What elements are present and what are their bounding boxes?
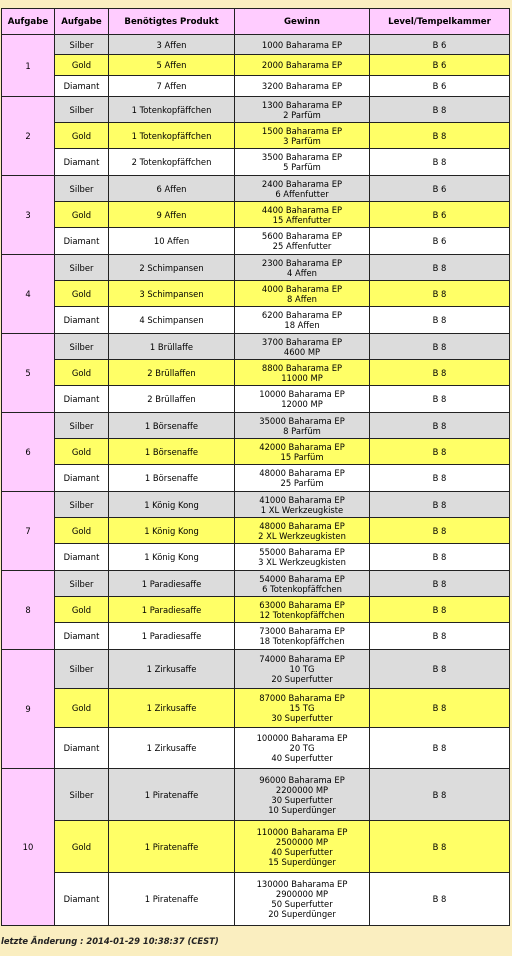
reward-cell [235,492,369,517]
required-product: 1 Piratenaffe [109,873,234,925]
tier-name: Gold [55,202,108,227]
reward-line: 54000 Baharama EP [259,573,345,584]
required-product: 9 Affen [109,202,234,227]
reward-line: 30 Superfutter [271,794,333,805]
quest-tier-row [2,821,509,872]
level-chamber: B 8 [370,650,509,688]
level-chamber: B 6 [370,76,509,96]
reward-line: 3700 Baharama EP [261,336,343,347]
reward-line: 18 Totenkopfäffchen [259,636,345,646]
reward-cell [235,769,369,820]
reward-line: 96000 Baharama EP [259,774,345,785]
reward-line: 40 Superfutter [271,846,333,857]
reward-line: 15 Superdünger [268,856,336,867]
level-chamber: B 8 [370,821,509,872]
header-aufgabe-tier: Aufgabe [55,9,108,34]
tier-name: Silber [55,334,108,359]
level-chamber: B 8 [370,255,509,280]
quest-tier-row [2,334,509,359]
tier-name: Silber [55,35,108,54]
quest-number: 5 [2,334,54,412]
required-product: 1 Totenkopfäffchen [109,97,234,122]
quest-tier-row [2,35,509,54]
level-chamber: B 6 [370,228,509,254]
reward-line: 4600 MP [283,346,321,357]
reward-line: 2900000 MP [275,889,329,899]
required-product: 1 Börsenaffe [109,465,234,491]
tier-name: Diamant [55,623,108,649]
level-chamber: B 8 [370,465,509,491]
required-product: 2 Brüllaffen [109,386,234,412]
tier-name: Gold [55,689,108,727]
level-chamber: B 8 [370,544,509,570]
quest-tier-row [2,439,509,464]
reward-line: 20 Superdünger [268,909,336,919]
quest-tier-row [2,76,509,96]
quest-tier-row [2,228,509,254]
quest-number: 7 [2,492,54,570]
quest-tier-row [2,202,509,227]
level-chamber: B 8 [370,123,509,148]
reward-line: 4 Affen [287,267,317,278]
reward-line: 3 XL Werkzeugkisten [258,557,346,567]
reward-line: 11000 MP [281,372,323,383]
level-chamber: B 8 [370,623,509,649]
required-product: 1 Piratenaffe [109,769,234,820]
quest-number: 8 [2,571,54,649]
quest-tier-row [2,689,509,727]
tier-name: Gold [55,281,108,306]
tier-name: Gold [55,123,108,148]
reward-line: 2500000 MP [275,836,329,847]
quest-number: 6 [2,413,54,491]
tier-name: Silber [55,492,108,517]
reward-line: 25 Affenfutter [272,241,332,251]
reward-line: 10000 Baharama EP [259,389,345,399]
reward-cell [235,35,369,54]
tier-name: Diamant [55,728,108,768]
quest-tier-row [2,176,509,201]
reward-cell [235,821,369,872]
quest-tier-row [2,465,509,491]
required-product: 7 Affen [109,76,234,96]
quest-tier-row [2,492,509,517]
reward-cell [235,873,369,925]
reward-line: 35000 Baharama EP [259,415,345,426]
reward-line: 5600 Baharama EP [261,231,343,241]
required-product: 1 Piratenaffe [109,821,234,872]
level-chamber: B 8 [370,413,509,438]
tier-name: Gold [55,821,108,872]
required-product: 1 Börsenaffe [109,413,234,438]
required-product: 1 König Kong [109,518,234,543]
quest-tier-row [2,769,509,820]
reward-line: 20 TG [289,743,315,753]
reward-line: 20 Superfutter [271,674,333,684]
reward-cell [235,728,369,768]
quest-tier-row [2,728,509,768]
reward-line: 74000 Baharama EP [259,654,345,664]
reward-line: 2 Parfüm [283,109,321,120]
reward-line: 12 Totenkopfäffchen [259,609,345,620]
tier-name: Diamant [55,873,108,925]
quest-tier-row [2,873,509,925]
reward-line: 2400 Baharama EP [261,178,343,189]
required-product: 6 Affen [109,176,234,201]
reward-line: 5 Parfüm [283,162,321,172]
quest-tier-row [2,571,509,596]
reward-cell [235,518,369,543]
level-chamber: B 8 [370,769,509,820]
tier-name: Diamant [55,465,108,491]
tier-name: Diamant [55,228,108,254]
reward-line: 1 XL Werkzeugkiste [260,504,344,515]
reward-line: 87000 Baharama EP [259,693,345,703]
reward-line: 30 Superfutter [271,713,333,723]
tier-name: Diamant [55,386,108,412]
reward-line: 1000 Baharama EP [261,39,343,50]
header-reward: Gewinn [235,9,369,34]
reward-line: 3 Parfüm [283,135,321,146]
quest-number: 9 [2,650,54,768]
reward-line: 10 TG [289,664,315,674]
tier-name: Gold [55,360,108,385]
reward-line: 2000 Baharama EP [261,60,343,70]
required-product: 4 Schimpansen [109,307,234,333]
header-row [2,9,509,34]
quest-number: 10 [2,769,54,925]
quest-table [1,8,510,926]
reward-line: 55000 Baharama EP [259,547,345,557]
reward-line: 2200000 MP [275,784,329,795]
reward-cell [235,176,369,201]
required-product: 1 Brüllaffe [109,334,234,359]
reward-line: 40 Superfutter [271,753,333,763]
reward-line: 8800 Baharama EP [261,362,343,373]
header-aufgabe-number: Aufgabe [2,9,54,34]
reward-cell [235,334,369,359]
reward-line: 2300 Baharama EP [261,257,343,268]
quest-number: 3 [2,176,54,254]
tier-name: Silber [55,650,108,688]
reward-line: 73000 Baharama EP [259,626,345,636]
tier-name: Gold [55,597,108,622]
tier-name: Gold [55,518,108,543]
quest-tier-row [2,597,509,622]
required-product: 1 Totenkopfäffchen [109,123,234,148]
level-chamber: B 8 [370,873,509,925]
required-product: 1 König Kong [109,544,234,570]
level-chamber: B 8 [370,492,509,517]
required-product: 3 Affen [109,35,234,54]
last-modified-note: letzte Änderung : 2014-01-29 10:38:37 (CEST) [1,936,219,946]
level-chamber: B 8 [370,281,509,306]
reward-line: 1300 Baharama EP [261,99,343,110]
level-chamber: B 6 [370,55,509,75]
tier-name: Gold [55,439,108,464]
quest-table-body [2,35,509,925]
reward-line: 8 Parfüm [283,425,321,436]
quest-tier-row [2,518,509,543]
required-product: 1 Zirkusaffe [109,689,234,727]
tier-name: Silber [55,176,108,201]
required-product: 2 Brüllaffen [109,360,234,385]
level-chamber: B 6 [370,35,509,54]
tier-name: Diamant [55,307,108,333]
reward-cell [235,413,369,438]
quest-tier-row [2,544,509,570]
quest-tier-row [2,55,509,75]
reward-line: 1500 Baharama EP [261,125,343,136]
reward-cell [235,689,369,727]
level-chamber: B 8 [370,97,509,122]
tier-name: Diamant [55,544,108,570]
reward-line: 3500 Baharama EP [261,152,343,162]
reward-cell [235,544,369,570]
header-level: Level/Tempelkammer [370,9,509,34]
level-chamber: B 8 [370,728,509,768]
quest-tier-row [2,386,509,412]
tier-name: Silber [55,255,108,280]
required-product: 1 König Kong [109,492,234,517]
level-chamber: B 8 [370,386,509,412]
tier-name: Silber [55,571,108,596]
tier-name: Gold [55,55,108,75]
reward-cell [235,360,369,385]
reward-cell [235,123,369,148]
reward-line: 48000 Baharama EP [259,520,345,531]
reward-line: 6 Totenkopfäffchen [262,583,342,594]
tier-name: Diamant [55,149,108,175]
reward-cell [235,281,369,306]
reward-cell [235,202,369,227]
reward-cell [235,386,369,412]
reward-cell [235,439,369,464]
quest-tier-row [2,97,509,122]
reward-line: 6200 Baharama EP [261,310,343,320]
quest-tier-row [2,149,509,175]
reward-cell [235,571,369,596]
quest-tier-row [2,255,509,280]
quest-tier-row [2,360,509,385]
reward-line: 4000 Baharama EP [261,283,343,294]
required-product: 2 Totenkopfäffchen [109,149,234,175]
required-product: 5 Affen [109,55,234,75]
tier-name: Silber [55,97,108,122]
level-chamber: B 8 [370,334,509,359]
level-chamber: B 8 [370,360,509,385]
required-product: 10 Affen [109,228,234,254]
reward-cell [235,597,369,622]
reward-line: 15 Affenfutter [272,214,332,225]
required-product: 1 Paradiesaffe [109,623,234,649]
reward-line: 110000 Baharama EP [256,826,348,837]
reward-cell [235,255,369,280]
reward-line: 15 Parfüm [280,451,324,462]
reward-cell [235,650,369,688]
required-product: 1 Zirkusaffe [109,650,234,688]
reward-line: 41000 Baharama EP [259,494,345,505]
level-chamber: B 6 [370,202,509,227]
reward-line: 3200 Baharama EP [261,81,343,91]
quest-tier-row [2,413,509,438]
reward-cell [235,307,369,333]
required-product: 1 Börsenaffe [109,439,234,464]
level-chamber: B 8 [370,597,509,622]
reward-cell [235,465,369,491]
tier-name: Diamant [55,76,108,96]
level-chamber: B 8 [370,149,509,175]
reward-line: 6 Affenfutter [275,188,329,199]
reward-line: 12000 MP [281,399,323,409]
reward-line: 48000 Baharama EP [259,468,345,478]
quest-number: 4 [2,255,54,333]
reward-cell [235,228,369,254]
reward-line: 63000 Baharama EP [259,599,345,610]
required-product: 3 Schimpansen [109,281,234,306]
quest-tier-row [2,281,509,306]
reward-line: 8 Affen [287,293,317,304]
reward-line: 4400 Baharama EP [261,204,343,215]
level-chamber: B 8 [370,439,509,464]
reward-line: 130000 Baharama EP [256,879,348,889]
required-product: 1 Paradiesaffe [109,597,234,622]
level-chamber: B 8 [370,689,509,727]
level-chamber: B 8 [370,307,509,333]
required-product: 1 Zirkusaffe [109,728,234,768]
required-product: 2 Schimpansen [109,255,234,280]
quest-tier-row [2,623,509,649]
reward-line: 42000 Baharama EP [259,441,345,452]
quest-number: 2 [2,97,54,175]
reward-line: 10 Superdünger [268,804,336,815]
reward-line: 2 XL Werkzeugkisten [258,530,346,541]
reward-line: 25 Parfüm [280,478,324,488]
reward-cell [235,55,369,75]
reward-cell [235,76,369,96]
quest-number: 1 [2,35,54,96]
quest-tier-row [2,307,509,333]
quest-tier-row [2,123,509,148]
reward-cell [235,623,369,649]
level-chamber: B 6 [370,176,509,201]
reward-line: 15 TG [289,703,315,713]
reward-cell [235,97,369,122]
quest-tier-row [2,650,509,688]
header-product: Benötigtes Produkt [109,9,234,34]
reward-line: 100000 Baharama EP [256,733,348,743]
reward-line: 18 Affen [284,320,320,330]
reward-cell [235,149,369,175]
level-chamber: B 8 [370,518,509,543]
reward-line: 50 Superfutter [271,899,333,909]
required-product: 1 Paradiesaffe [109,571,234,596]
tier-name: Silber [55,769,108,820]
tier-name: Silber [55,413,108,438]
level-chamber: B 8 [370,571,509,596]
